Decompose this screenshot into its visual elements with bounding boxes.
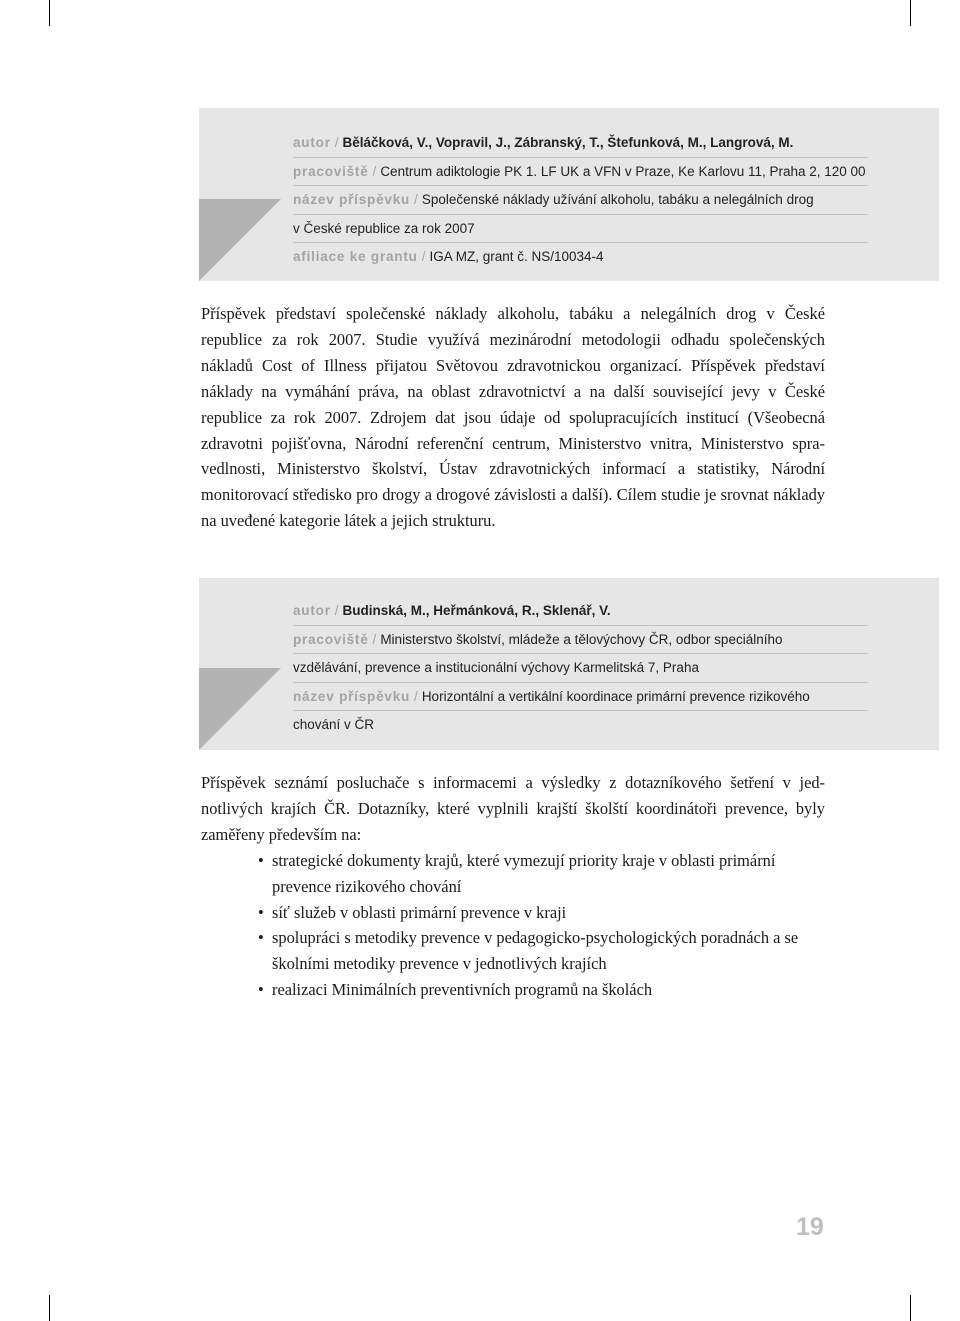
- entry2-header-triangle: [199, 668, 281, 750]
- crop-mark-bottom-left: [49, 1295, 50, 1321]
- entry2-title-line-2: [293, 711, 868, 739]
- entry2-workplace-line-2: [293, 654, 868, 683]
- entry1-title-line: [293, 186, 868, 215]
- crop-mark-top-right: [910, 0, 911, 26]
- workplace-value-1: Ministerstvo školství, mládeže a tělovýchovy ČR, odbor speciálního: [380, 631, 783, 647]
- bullet-marker: •: [258, 902, 264, 922]
- entry1-title-line-2: [293, 215, 868, 244]
- author-label: autor: [293, 135, 331, 150]
- label-separator: /: [372, 631, 377, 647]
- bullet-item: [201, 900, 825, 926]
- title-value-2: v České republice za rok 2007: [293, 220, 475, 236]
- label-separator: /: [334, 603, 339, 618]
- workplace-value: Centrum adiktologie PK 1. LF UK a VFN v Praze, Ke Karlovu 11, Praha 2, 120 00: [380, 163, 866, 179]
- abstract-text: vedlnosti, Ministerstvo školství, Ústav zdravotnických informací a statistiky, Národní: [201, 459, 825, 479]
- bullet-item: [201, 925, 825, 977]
- title-value-1: Horizontální a vertikální koordinace primární prevence rizikového: [421, 688, 810, 704]
- entry2-title-line: [293, 683, 868, 712]
- entry2-header: [293, 597, 868, 739]
- workplace-label: pracoviště: [293, 631, 369, 647]
- entry2-author-line: [293, 597, 868, 626]
- abstract-text: náklady na uveđené kategorie látek a jejich strukturu.: [201, 485, 825, 531]
- abstract-text: notlivých krajích ČR. Dotazníky, které vyplnili krajští školští koordinátoři prevence, byly: [201, 798, 825, 818]
- label-separator: /: [421, 249, 426, 264]
- entry1-workplace-line: [293, 158, 868, 187]
- label-separator: /: [414, 688, 418, 704]
- bullet-marker: •: [258, 850, 264, 870]
- workplace-label: pracoviště: [293, 163, 369, 179]
- entry1-header: [293, 129, 868, 271]
- label-separator: /: [372, 163, 377, 179]
- label-separator: /: [334, 135, 339, 150]
- grant-value: IGA MZ, grant č. NS/10034-4: [429, 249, 604, 264]
- bullet-text: spolupráci s metodiky prevence v pedagogicko-psychologických poradnách a se: [272, 928, 799, 948]
- bullet-item: [201, 977, 825, 1003]
- author-value: Běláčková, V., Vopravil, J., Zábranský, T., Štefunková, M., Langrová, M.: [342, 135, 794, 150]
- crop-mark-top-left: [49, 0, 50, 26]
- abstract-text: Příspěvek představí společenské náklady alkoholu, tabáku a nelegálních drog v České: [201, 304, 825, 323]
- abstract-text: zdravotni pojišťovna, Národní referenční centrum, Ministerstvo vnitra, Ministerstvo spra-: [201, 433, 825, 453]
- title-value-1: Společenské náklady užívání alkoholu, tabáku a nelegálních drog: [421, 192, 814, 207]
- entry1-abstract: [201, 301, 825, 534]
- bullet-text: realizaci Minimálních preventivních programů na školách: [272, 980, 653, 1000]
- abstract-text: náklady na vymáhání práva, na oblast zdravotnictví a na další související jevy v České: [201, 381, 825, 401]
- title-value-2: chování v ČR: [293, 717, 375, 732]
- page-number: 19: [796, 1213, 824, 1241]
- abstract-text: republice za rok 2007. Zdrojem dat jsou údaje od spolupracujících institucí (Všeobecná: [201, 407, 825, 427]
- entry1-header-triangle: [199, 199, 281, 281]
- title-label: název příspěvku: [293, 688, 411, 704]
- grant-label: afiliace ke grantu: [293, 249, 418, 264]
- bullet-marker: •: [258, 980, 264, 1000]
- label-separator: /: [414, 192, 418, 207]
- bullet-text: prevence rizikového chování: [272, 876, 462, 896]
- entry2-workplace-line: [293, 626, 868, 655]
- abstract-text: republice za rok 2007. Studie využívá mezinárodní metodologii odhadu společenských: [201, 329, 825, 349]
- bullet-marker: •: [258, 928, 264, 948]
- abstract-text: nákladů Cost of Illness přijatou Světovou zdravotnickou organizací. Příspěvek představí: [201, 355, 825, 375]
- entry2-abstract: [201, 770, 825, 1003]
- abstract-text: monitorovací středisko pro drogy a drogové závislosti a další). Cílem studie je srovnat: [201, 485, 769, 505]
- bullet-list: [201, 848, 825, 1003]
- author-label: autor: [293, 603, 331, 618]
- abstract-text: Příspěvek seznámí posluchače s informacemi a výsledky z dotazníkového šetření v jed-: [201, 773, 825, 792]
- entry1-author-line: [293, 129, 868, 158]
- abstract-text: zaměřeny především na:: [201, 824, 362, 844]
- bullet-text: strategické dokumenty krajů, které vymezují priority kraje v oblasti primární: [272, 850, 776, 870]
- bullet-text: školními metodiky prevence v jednotlivých krajích: [272, 954, 607, 974]
- title-label: název příspěvku: [293, 192, 411, 207]
- entry1-grant-line: [293, 243, 868, 271]
- author-value: Budinská, M., Heřmánková, R., Sklenář, V.: [342, 603, 611, 618]
- crop-mark-bottom-right: [910, 1295, 911, 1321]
- bullet-item: [201, 848, 825, 900]
- bullet-text: síť služeb v oblasti primární prevence v kraji: [272, 902, 567, 922]
- workplace-value-2: vzdělávání, prevence a institucionální výchovy Karmelitská 7, Praha: [293, 660, 699, 675]
